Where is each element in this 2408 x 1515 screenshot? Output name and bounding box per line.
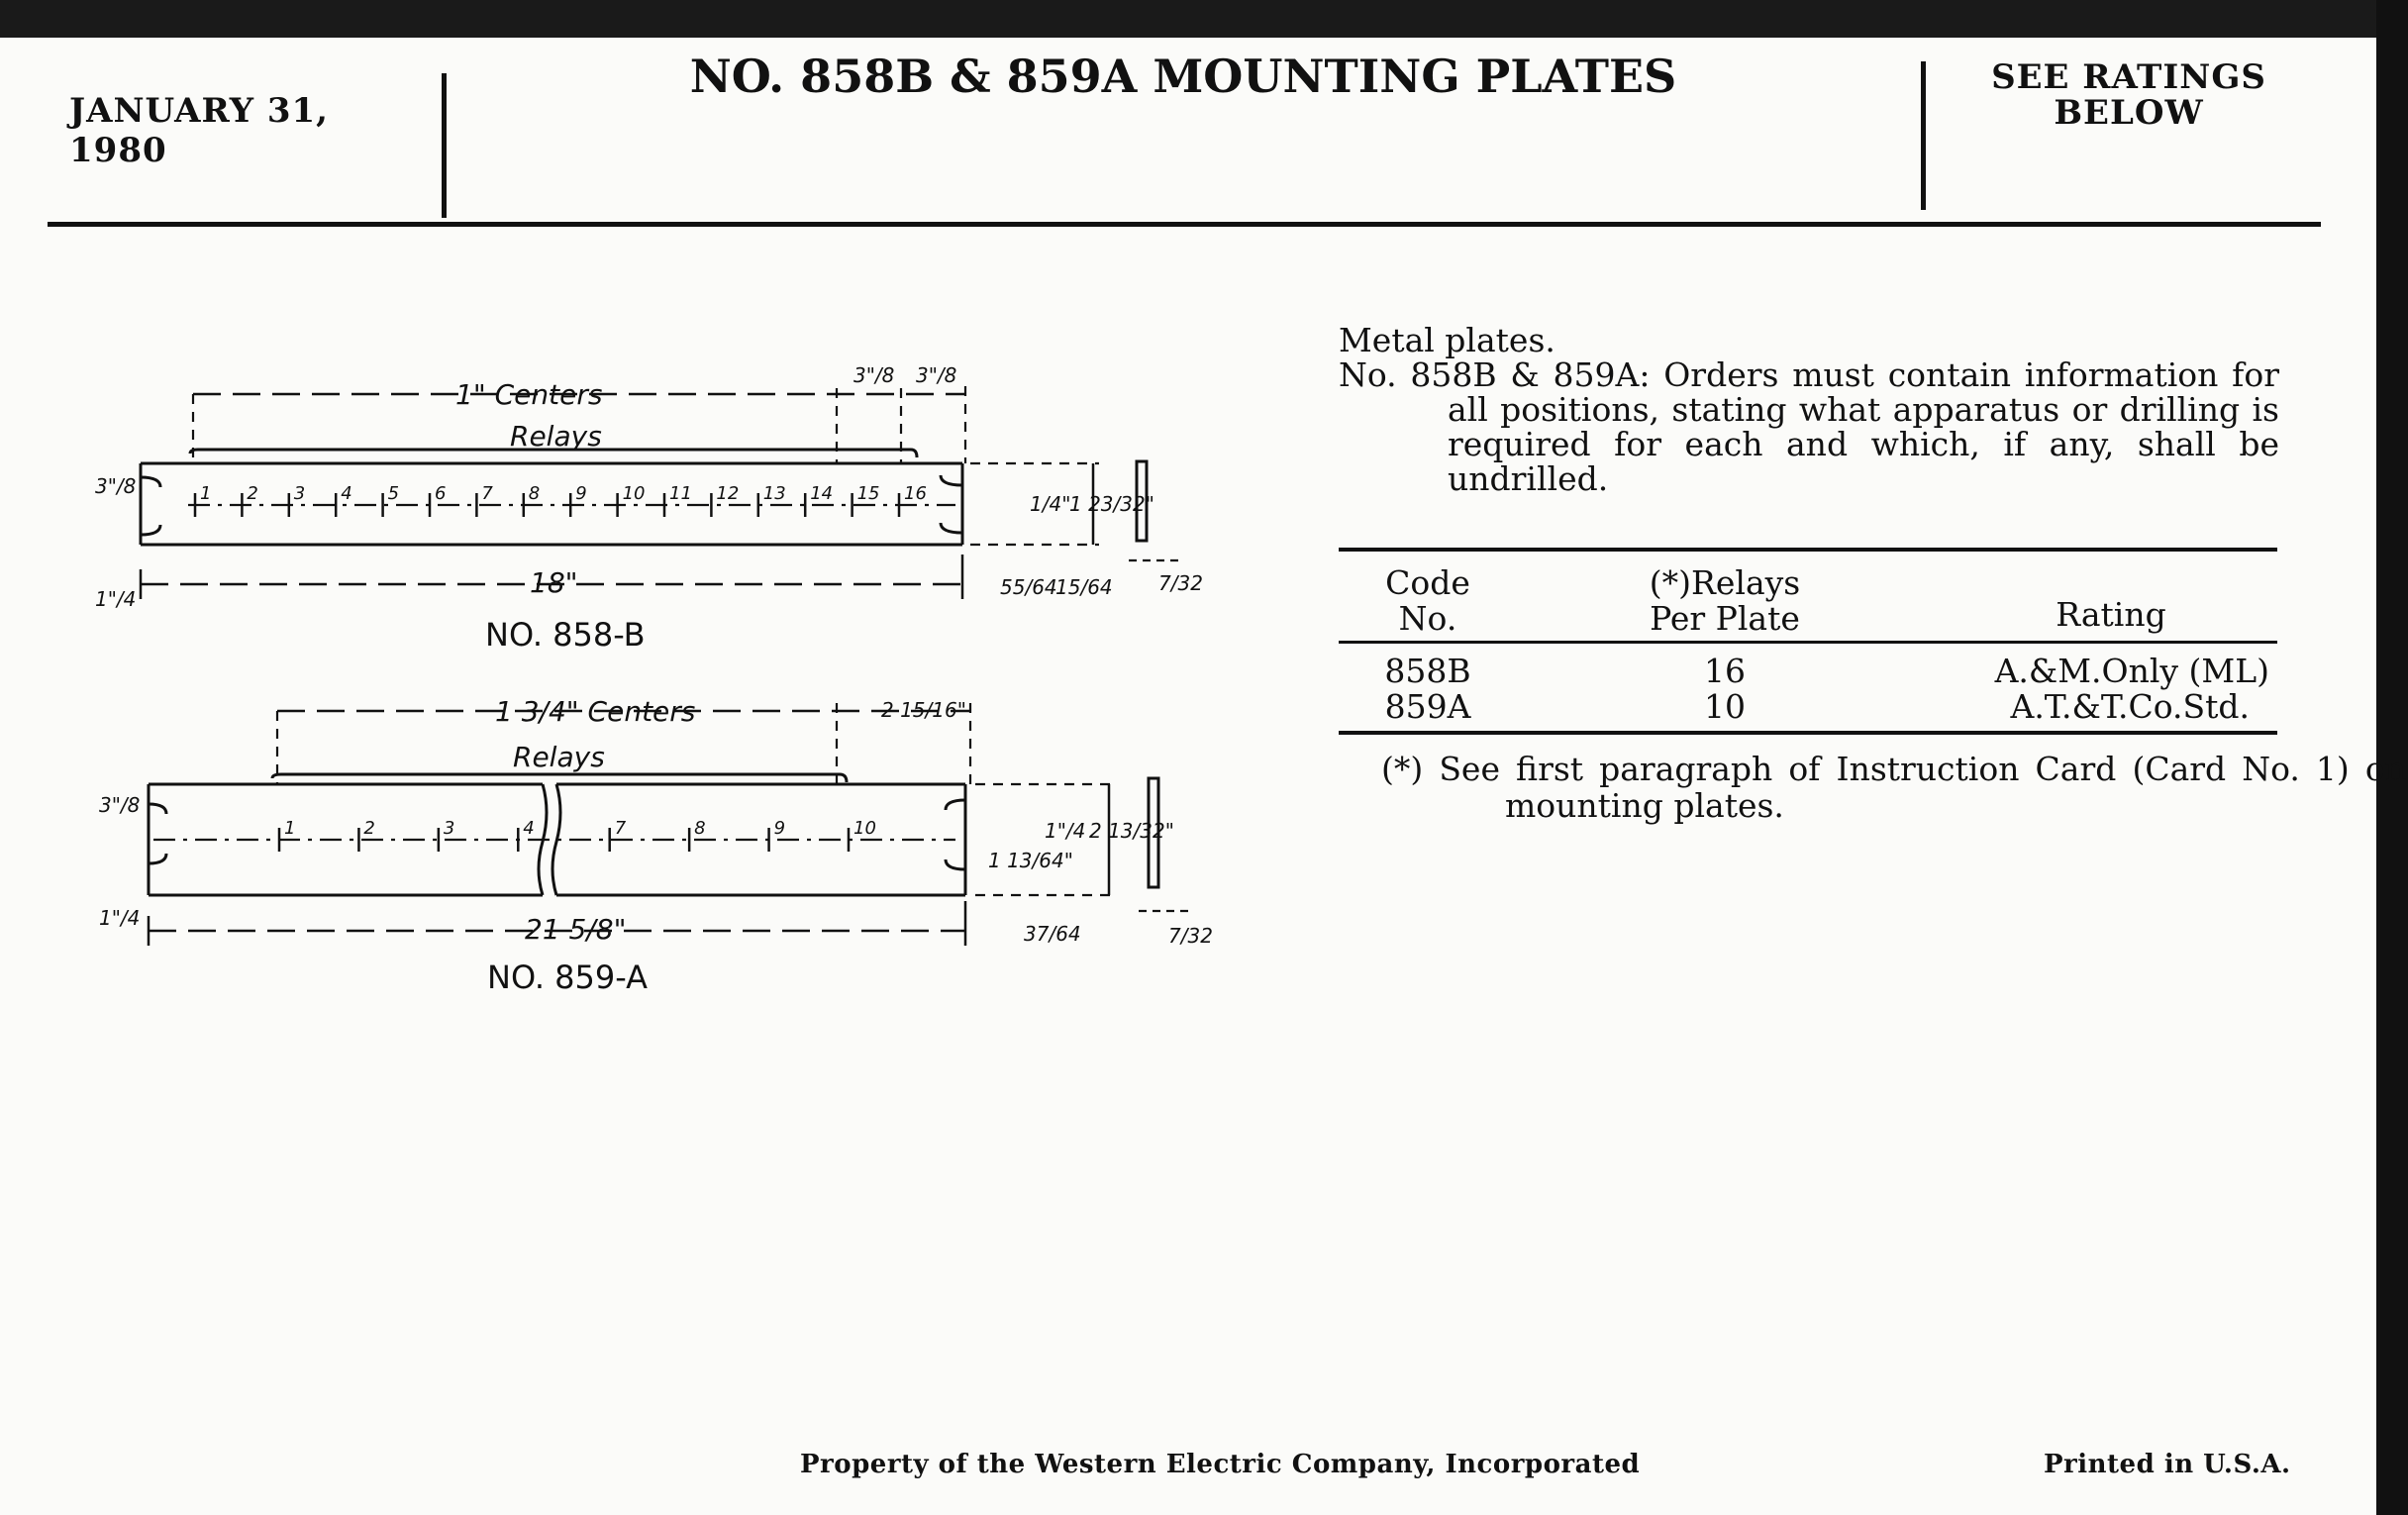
position-label: 8	[694, 818, 706, 839]
table-rule-bottom	[1339, 731, 2277, 735]
plate-859a-relays-label: Relays	[513, 741, 605, 773]
cell-relays: 10	[1704, 687, 1746, 726]
dim-858b-notch-b: 15/64	[1055, 575, 1113, 599]
dim-858b-left-bot: 1"/4	[95, 587, 137, 611]
table-body	[1339, 644, 2277, 731]
description-line-1: Metal plates.	[1339, 321, 1555, 359]
description-block	[1339, 323, 2279, 496]
header-relays-line-1: (*)Relays	[1649, 563, 1801, 602]
plate-858b-positions	[195, 483, 927, 517]
plate-859a-positions	[279, 818, 876, 852]
dim-858b-right-a: 3"/8	[853, 363, 895, 387]
header-relays-line-2: Per Plate	[1650, 599, 1800, 638]
ratings-table	[1339, 548, 2277, 735]
position-label: 3	[293, 483, 306, 504]
table-row	[1339, 689, 2277, 725]
plate-858b-length-label: 18"	[530, 566, 578, 599]
position-label: 13	[762, 483, 786, 504]
plate-858b-relays-label: Relays	[510, 420, 602, 453]
dim-859a-left-top: 3"/8	[99, 793, 141, 817]
cell-code: 858B	[1384, 652, 1471, 690]
position-label: 5	[387, 483, 400, 504]
cell-rating: A.T.&T.Co.Std.	[2010, 687, 2250, 726]
table-row	[1339, 654, 2277, 689]
dim-859a-height-a: 1"/4	[1045, 819, 1086, 843]
plate-858b-caption: NO. 858-B	[485, 616, 646, 654]
cell-rating: A.&M.Only (ML)	[1994, 652, 2269, 690]
plate-859a-length-label: 21 5/8"	[525, 913, 627, 946]
footer-property: Property of the Western Electric Company, Incorporated	[800, 1450, 1641, 1479]
dim-859a-right-a: 2 15/16"	[881, 698, 966, 722]
position-label: 14	[810, 483, 834, 504]
position-label: 15	[856, 483, 880, 504]
dim-858b-right-b: 3"/8	[916, 363, 957, 387]
header-relays	[1596, 565, 1854, 637]
plate-859a-drawing	[149, 703, 1188, 946]
dim-858b-thick: 7/32	[1158, 571, 1203, 595]
plate-859a-caption: NO. 859-A	[487, 959, 648, 996]
dim-858b-height-a: 1/4"	[1030, 492, 1071, 516]
header-code-line-1: Code	[1385, 563, 1470, 602]
ratings-line-2: BELOW	[2054, 93, 2204, 133]
position-label: 3	[443, 818, 455, 839]
plate-859a-centers-label: 1 3/4" Centers	[495, 695, 696, 728]
position-label: 7	[481, 483, 493, 504]
position-label: 10	[622, 483, 646, 504]
position-label: 4	[523, 818, 535, 839]
table-header	[1339, 552, 2277, 641]
ratings-line-1: SEE RATINGS	[1991, 57, 2266, 97]
dim-859a-left-bot: 1"/4	[99, 906, 141, 930]
cell-relays: 16	[1704, 652, 1746, 690]
position-label: 12	[716, 483, 740, 504]
dim-859a-thick: 7/32	[1168, 924, 1213, 948]
footnote: (*) See first paragraph of Instruction Card (Card No. 1) on mounting plates.	[1381, 750, 2406, 825]
position-label: 11	[669, 483, 692, 504]
cell-code: 859A	[1384, 687, 1471, 726]
description-paragraph: No. 858B & 859A: Orders must contain information for all positions, stating what apparatus or drilling is required for each and which, if any, shall be undrilled.	[1339, 355, 2279, 498]
position-label: 1	[200, 483, 212, 504]
header-code-line-2: No.	[1398, 599, 1457, 638]
plate-858b-centers-label: 1" Centers	[455, 378, 603, 411]
header-ratings-note	[1936, 59, 2322, 131]
position-label: 4	[341, 483, 352, 504]
position-label: 2	[247, 483, 258, 504]
position-label: 2	[363, 818, 375, 839]
footer-printed: Printed in U.S.A.	[2044, 1450, 2291, 1479]
dim-859a-notch-a: 37/64	[1024, 922, 1081, 946]
header-rating: Rating	[2056, 595, 2166, 634]
position-label: 16	[904, 483, 927, 504]
dim-859a-height-b: 2 13/32"	[1089, 819, 1174, 843]
position-label: 7	[614, 818, 627, 839]
position-label: 10	[853, 818, 876, 839]
header-code	[1358, 565, 1497, 637]
mounting-plate-drawings	[0, 0, 1287, 1020]
dim-858b-left-top: 3"/8	[95, 474, 137, 498]
position-label: 6	[435, 483, 447, 504]
position-label: 1	[284, 818, 296, 839]
header-divider-right	[1921, 61, 1926, 210]
dim-859a-height-c: 1 13/64"	[988, 849, 1073, 872]
header-date: JANUARY 31, 1980	[69, 91, 329, 170]
position-label: 8	[528, 483, 541, 504]
page-title: NO. 858B & 859A MOUNTING PLATES	[689, 50, 1677, 103]
dim-858b-notch-a: 55/64	[1000, 575, 1057, 599]
position-label: 9	[575, 483, 587, 504]
dim-858b-height-b: 1 23/32"	[1069, 492, 1154, 516]
position-label: 9	[773, 818, 786, 839]
